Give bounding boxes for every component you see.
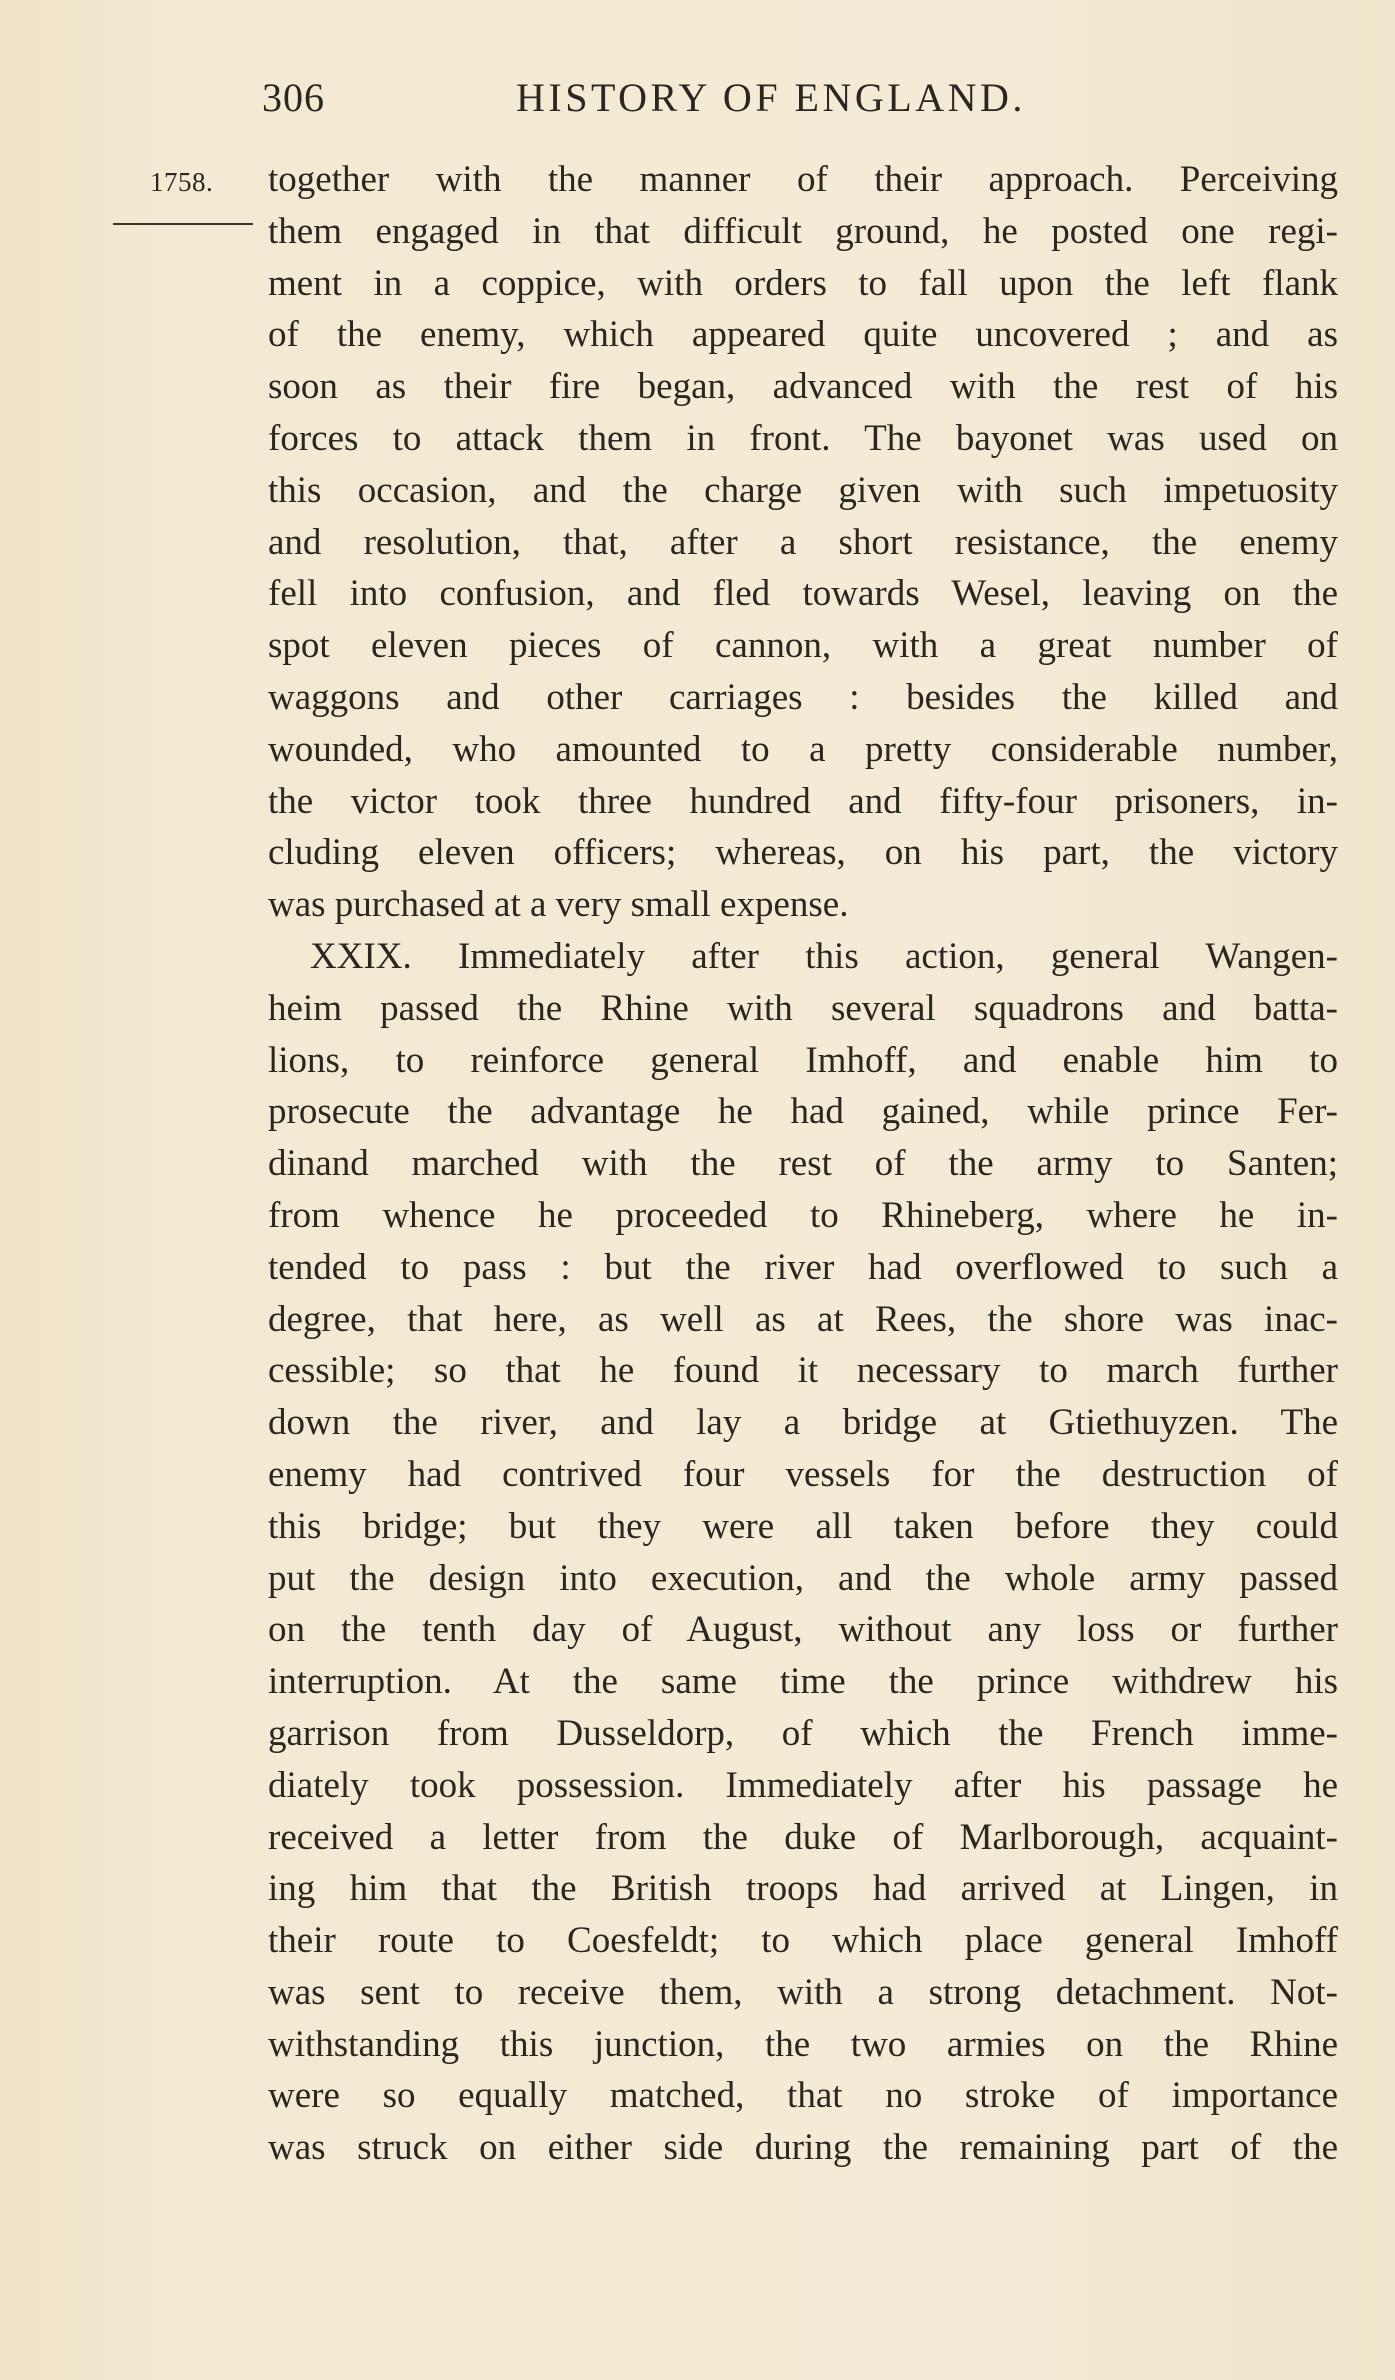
text-line: prosecute the advantage he had gained, while prince Fer-: [268, 1091, 1338, 1133]
text-line: were so equally matched, that no stroke of importance: [268, 2075, 1338, 2117]
text-line: cessible; so that he found it necessary to march further: [268, 1350, 1338, 1392]
running-head: [0, 74, 1395, 124]
text-line: was purchased at a very small expense.: [268, 884, 849, 926]
text-line: heim passed the Rhine with several squadrons and batta-: [268, 987, 1338, 1029]
text-line: garrison from Dusseldorp, of which the French imme-: [268, 1712, 1338, 1754]
text-line: this bridge; but they were all taken before they could: [268, 1505, 1338, 1547]
text-line: the victor took three hundred and fifty-four prisoners, in-: [268, 780, 1338, 822]
text-line: spot eleven pieces of cannon, with a great number of: [268, 625, 1338, 667]
text-line: tended to pass : but the river had overflowed to such a: [268, 1246, 1338, 1288]
body-text: [268, 154, 1338, 2174]
text-line: diately took possession. Immediately after his passage he: [268, 1764, 1338, 1806]
text-line: degree, that here, as well as at Rees, the shore was inac-: [268, 1298, 1338, 1340]
text-line: and resolution, that, after a short resistance, the enemy: [268, 521, 1338, 563]
text-line: soon as their fire began, advanced with the rest of his: [268, 366, 1338, 408]
text-line: was struck on either side during the remaining part of the: [268, 2127, 1338, 2169]
text-line: waggons and other carriages : besides the killed and: [268, 676, 1338, 718]
text-line: this occasion, and the charge given with such impetuosity: [268, 469, 1338, 511]
text-line: enemy had contrived four vessels for the destruction of: [268, 1453, 1338, 1495]
text-line: wounded, who amounted to a pretty considerable number,: [268, 728, 1338, 770]
text-line: XXIX. Immediately after this action, general Wangen-: [310, 935, 1338, 977]
margin-year-note: 1758.: [150, 167, 214, 197]
running-title: HISTORY OF ENGLAND.: [516, 75, 1026, 120]
text-line: was sent to receive them, with a strong detachment. Not-: [268, 1971, 1338, 2013]
text-line: lions, to reinforce general Imhoff, and enable him to: [268, 1039, 1338, 1081]
text-line: dinand marched with the rest of the army to Santen;: [268, 1143, 1338, 1185]
text-line: interruption. At the same time the prince withdrew his: [268, 1661, 1338, 1703]
text-line: withstanding this junction, the two armies on the Rhine: [268, 2023, 1338, 2065]
text-line: put the design into execution, and the whole army passed: [268, 1557, 1338, 1599]
page-number: 306: [262, 75, 325, 120]
text-line: fell into confusion, and fled towards Wesel, leaving on the: [268, 573, 1338, 615]
text-line: ing him that the British troops had arrived at Lingen, in: [268, 1868, 1338, 1910]
text-line: their route to Coesfeldt; to which place general Imhoff: [268, 1920, 1338, 1962]
text-line: ment in a coppice, with orders to fall upon the left flank: [268, 262, 1338, 304]
text-line: together with the manner of their approach. Perceiving: [268, 159, 1338, 200]
text-line: cluding eleven officers; whereas, on his part, the victory: [268, 832, 1338, 874]
text-line: down the river, and lay a bridge at Gtiethuyzen. The: [268, 1402, 1338, 1444]
text-line: on the tenth day of August, without any loss or further: [268, 1609, 1338, 1651]
text-line: of the enemy, which appeared quite uncovered ; and as: [268, 314, 1338, 356]
margin-rule: [113, 223, 253, 225]
text-line: received a letter from the duke of Marlborough, acquaint-: [268, 1816, 1338, 1858]
text-line: forces to attack them in front. The bayonet was used on: [268, 417, 1338, 459]
text-line: them engaged in that difficult ground, he posted one regi-: [268, 210, 1338, 252]
text-line: from whence he proceeded to Rhineberg, where he in-: [268, 1194, 1338, 1236]
